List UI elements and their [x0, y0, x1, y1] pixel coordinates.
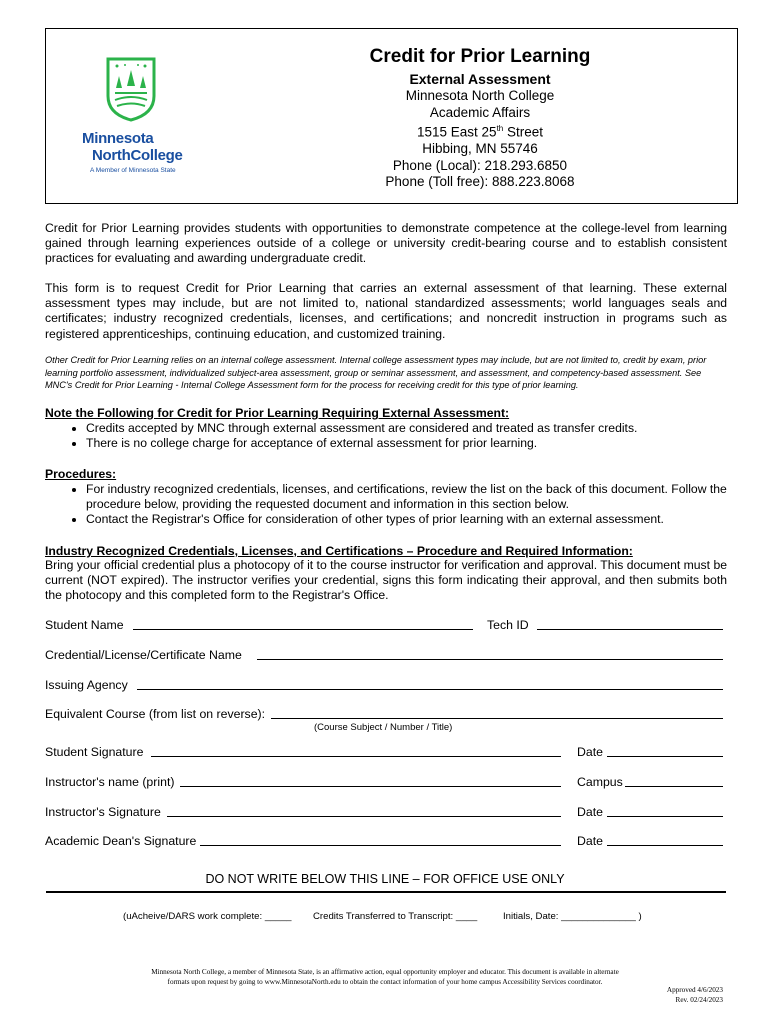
instructor-signature-field[interactable]: [167, 805, 561, 817]
student-name-label: Student Name: [45, 618, 124, 632]
intro-paragraph-3: Other Credit for Prior Learning relies on an internal college assessment. Internal college assessment types may include, but are not limited to, credit by exam, prior learning portfolio assessment, individualized subject-area assessment, group or seminar assessment, and assessment, and competency-based assessment. See MNC's Credit for Prior Learning - Internal College Assessment form for the process for receiving credit for this type of prior learning.: [45, 355, 707, 390]
issuing-agency-row: [45, 678, 725, 694]
instructor-name-row: [45, 775, 725, 791]
title-block: [320, 44, 640, 191]
office-use-title: DO NOT WRITE BELOW THIS LINE – FOR OFFICE USE ONLY: [205, 872, 565, 886]
phone-tollfree: Phone (Toll free): 888.223.8068: [385, 174, 575, 189]
initials-date: Initials, Date: ______________ ): [503, 911, 642, 922]
credential-label: Credential/License/Certificate Name: [45, 648, 242, 662]
campus-label: Campus: [577, 775, 623, 789]
industry-paragraph: Bring your official credential plus a photocopy of it to the course instructor for verification and approval. This document must be current (NOT expired). The instructor verifies your credential, signs this form indicating their approval, and then submits both the photocopy and this completed form to the Registrar's Office.: [45, 558, 727, 603]
issuing-agency-field[interactable]: [137, 678, 723, 690]
student-name-row: [45, 618, 725, 634]
equivalent-course-label: Equivalent Course (from list on reverse):: [45, 707, 266, 721]
procedures-list: [60, 482, 753, 527]
student-signature-row: [45, 745, 725, 761]
page-subtitle: External Assessment: [409, 71, 551, 87]
address-street: 1515 East 25th Street: [416, 124, 544, 140]
office-divider: [46, 891, 726, 893]
address-city: Hibbing, MN 55746: [422, 141, 538, 156]
credits-transferred: Credits Transferred to Transcript: ____: [313, 911, 478, 922]
credential-row: [45, 648, 725, 664]
intro-paragraph-2: This form is to request Credit for Prior Learning that carries an external assessment of that learning. These external assessment types may include, but are not limited to, national standardized assessments; world languages seals and certificates; industry recognized credentials, licenses, and certifications; and noncredit instruction in programs such as registered apprenticeships, continuing education, and customized training.: [45, 281, 727, 341]
approval-info: [620, 985, 723, 1005]
credential-field[interactable]: [257, 648, 723, 660]
logo-name-line1: Minnesota: [82, 130, 154, 147]
dean-signature-field[interactable]: [200, 834, 561, 846]
logo-name-line2: NorthCollege: [92, 147, 183, 164]
student-name-field[interactable]: [133, 618, 473, 630]
procedures-heading: Procedures:: [45, 467, 117, 481]
date-label: Date: [577, 805, 603, 819]
list-item: • For industry recognized credentials, licenses, and certifications, review the list on the back of this document. Follow the procedure below, providing the requested document and information in this section below.: [86, 482, 753, 512]
revision-date: Rev. 02/24/2023: [675, 996, 723, 1004]
footer-line-1: Minnesota North College, a member of Minnesota State, is an affirmative action, equal opportunity employer and educator. This document is available in alternate: [151, 968, 619, 976]
equivalent-course-field[interactable]: [271, 707, 723, 719]
note-list: [60, 421, 753, 451]
list-item: • There is no college charge for acceptance of external assessment for prior learning.: [86, 436, 753, 451]
instructor-signature-label: Instructor's Signature: [45, 805, 161, 819]
dean-signature-label: Academic Dean's Signature: [45, 834, 197, 848]
address-college: Minnesota North College: [405, 88, 555, 103]
issuing-agency-label: Issuing Agency: [45, 678, 128, 692]
list-item: • Contact the Registrar's Office for consideration of other types of prior learning with an external assessment.: [86, 512, 753, 527]
intro-paragraph-1: Credit for Prior Learning provides students with opportunities to demonstrate competence at the college-level from learning gained through learning experiences outside of a college or university credit-bearing course and to establish consistent practices for evaluating and awarding undergraduate credit.: [45, 221, 727, 266]
logo-emblem-icon: [105, 56, 157, 122]
instructor-name-label: Instructor's name (print): [45, 775, 175, 789]
equivalent-course-row: [45, 707, 725, 723]
dean-signature-row: [45, 834, 725, 850]
note-heading: Note the Following for Credit for Prior Learning Requiring External Assessment:: [45, 406, 510, 420]
list-item: • Credits accepted by MNC through external assessment are considered and treated as transfer credits.: [86, 421, 753, 436]
footer-statement: [118, 967, 652, 987]
student-signature-label: Student Signature: [45, 745, 144, 759]
page-title: Credit for Prior Learning: [369, 46, 591, 67]
address-dept: Academic Affairs: [429, 104, 531, 120]
tech-id-label: Tech ID: [487, 618, 529, 632]
college-logo: [60, 28, 200, 178]
tech-id-field[interactable]: [537, 618, 723, 630]
approved-date: Approved 4/6/2023: [666, 986, 723, 994]
phone-local: Phone (Local): 218.293.6850: [392, 157, 568, 173]
footer-line-2: formats upon request by going to www.MinnesotaNorth.edu to obtain the contact information of your home campus Accessibility Services coordinator.: [167, 978, 603, 986]
instructor-date-field[interactable]: [607, 805, 723, 817]
instructor-name-field[interactable]: [180, 775, 561, 787]
course-hint: (Course Subject / Number / Title): [314, 722, 453, 733]
dars-complete: (uAcheive/DARS work complete: _____: [123, 911, 292, 922]
dean-date-field[interactable]: [607, 834, 723, 846]
logo-tagline: A Member of Minnesota State: [90, 167, 176, 174]
instructor-signature-row: [45, 805, 725, 821]
student-signature-field[interactable]: [151, 745, 561, 757]
date-label: Date: [577, 834, 603, 848]
industry-heading: Industry Recognized Credentials, Licenses, and Certifications – Procedure and Required Information:: [45, 544, 633, 558]
student-date-field[interactable]: [607, 745, 723, 757]
campus-field[interactable]: [625, 775, 723, 787]
date-label: Date: [577, 745, 603, 759]
